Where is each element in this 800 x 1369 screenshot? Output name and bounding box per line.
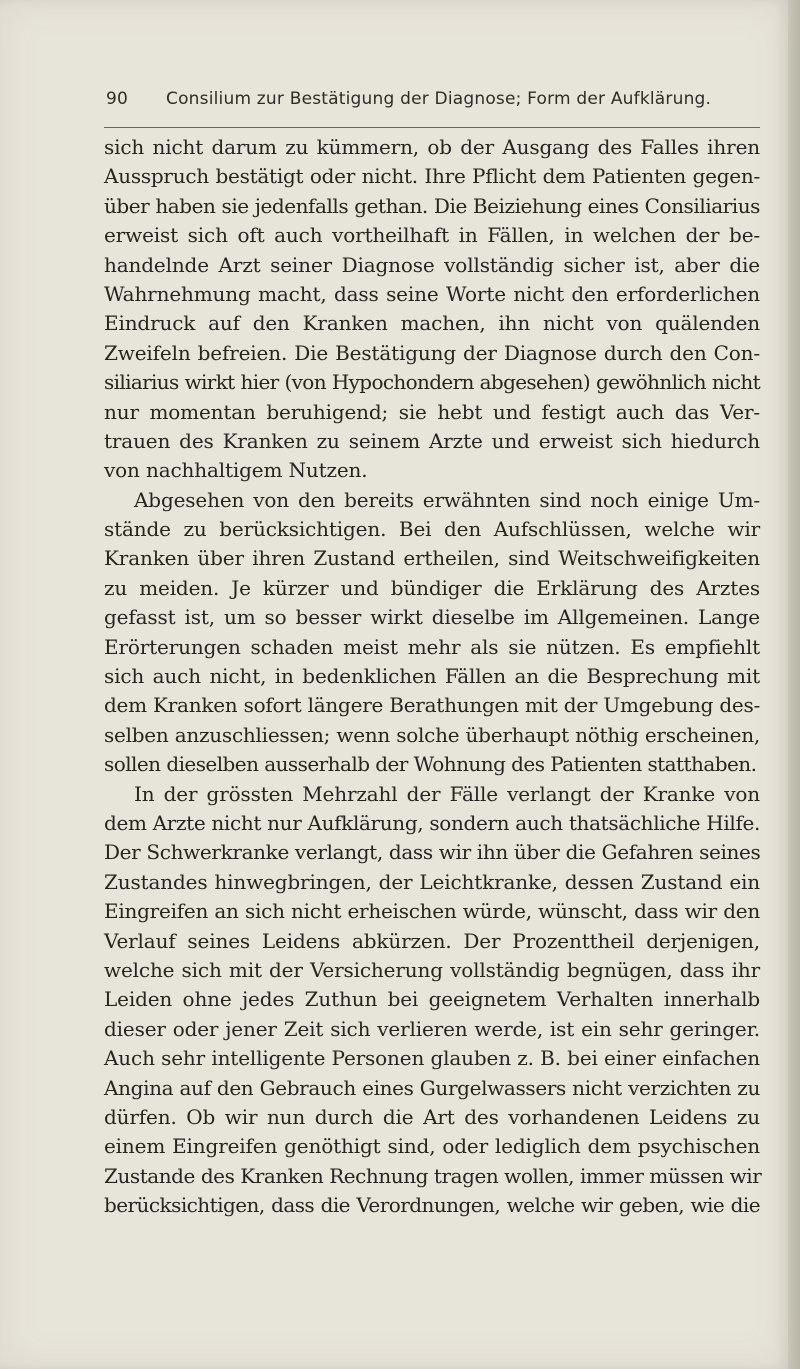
text-line: Wahrnehmung macht, dass seine Worte nicht den erforderlichen	[104, 281, 760, 306]
text-line: sollen dieselben ausserhalb der Wohnung des Patienten statthaben.	[104, 752, 757, 777]
text-line: berücksichtigen, dass die Verordnungen, welche wir geben, wie die	[104, 1193, 760, 1218]
text-line: handelnde Arzt seiner Diagnose vollständig sicher ist, aber die	[104, 252, 760, 277]
text-line: Zustandes hinwegbringen, der Leichtkranke, dessen Zustand ein	[104, 869, 760, 894]
running-head	[106, 89, 752, 115]
text-line: über haben sie jedenfalls gethan. Die Beiziehung eines Consiliarius	[104, 193, 760, 218]
text-line: nur momentan beruhigend; sie hebt und festigt auch das Ver-	[104, 399, 760, 424]
text-line: In der grössten Mehrzahl der Fälle verlangt der Kranke von	[134, 781, 760, 806]
text-line: trauen des Kranken zu seinem Arzte und erweist sich hiedurch	[104, 428, 760, 453]
text-line: gefasst ist, um so besser wirkt dieselbe im Allgemeinen. Lange	[104, 605, 760, 630]
text-line: Leiden ohne jedes Zuthun bei geeignetem Verhalten innerhalb	[104, 987, 760, 1012]
text-line: Auch sehr intelligente Personen glauben z. B. bei einer einfachen	[104, 1046, 760, 1071]
text-line: Eingreifen an sich nicht erheischen würde, wünscht, dass wir den	[104, 899, 760, 924]
text-line: Erörterungen schaden meist mehr als sie nützen. Es empfiehlt	[104, 634, 760, 659]
text-line: zu meiden. Je kürzer und bündiger die Erklärung des Arztes	[104, 575, 760, 600]
text-line: dürfen. Ob wir nun durch die Art des vorhandenen Leidens zu	[104, 1104, 760, 1129]
text-line: Ausspruch bestätigt oder nicht. Ihre Pflicht dem Patienten gegen-	[104, 164, 760, 189]
paragraph-2	[104, 486, 760, 780]
text-line: welche sich mit der Versicherung vollständig begnügen, dass ihr	[104, 957, 760, 982]
text-line: von nachhaltigem Nutzen.	[104, 458, 368, 483]
page-number: 90	[106, 89, 129, 109]
page-edge	[788, 0, 800, 1369]
text-line: selben anzuschliessen; wenn solche überhaupt nöthig erscheinen,	[104, 722, 760, 747]
text-line: sich nicht darum zu kümmern, ob der Ausgang des Falles ihren	[104, 135, 760, 159]
paragraph-3	[104, 780, 760, 1221]
body-text	[104, 133, 760, 1220]
text-line: sich auch nicht, in bedenklichen Fällen an die Besprechung mit	[104, 664, 760, 689]
text-line: Eindruck auf den Kranken machen, ihn nicht von quälenden	[104, 311, 760, 336]
text-line: einem Eingreifen genöthigt sind, oder lediglich dem psychischen	[104, 1134, 760, 1159]
text-line: Zustande des Kranken Rechnung tragen wollen, immer müssen wir	[104, 1163, 762, 1188]
text-line: Zweifeln befreien. Die Bestätigung der Diagnose durch den Con-	[104, 340, 760, 365]
text-line: Kranken über ihren Zustand ertheilen, sind Weitschweifigkeiten	[104, 546, 760, 571]
text-line: dieser oder jener Zeit sich verlieren werde, ist ein sehr geringer.	[104, 1016, 760, 1041]
text-line: erweist sich oft auch vortheilhaft in Fällen, in welchen der be-	[104, 223, 760, 248]
header-rule	[104, 127, 760, 128]
paragraph-1	[104, 133, 760, 486]
text-line: Der Schwerkranke verlangt, dass wir ihn über die Gefahren seines	[104, 840, 761, 865]
text-line: Verlauf seines Leidens abkürzen. Der Prozenttheil derjenigen,	[104, 928, 760, 953]
text-line: Angina auf den Gebrauch eines Gurgelwassers nicht verzichten zu	[104, 1075, 760, 1100]
text-line: stände zu berücksichtigen. Bei den Aufschlüssen, welche wir	[104, 517, 760, 542]
text-line: dem Arzte nicht nur Aufklärung, sondern auch thatsächliche Hilfe.	[104, 810, 760, 835]
text-line: dem Kranken sofort längere Berathungen mit der Umgebung des-	[104, 693, 760, 718]
running-title: Consilium zur Bestätigung der Diagnose; Form der Aufklärung.	[166, 89, 712, 109]
text-line: Abgesehen von den bereits erwähnten sind noch einige Um-	[134, 487, 760, 512]
text-line: siliarius wirkt hier (von Hypochondern abgesehen) gewöhnlich nicht	[104, 370, 760, 395]
